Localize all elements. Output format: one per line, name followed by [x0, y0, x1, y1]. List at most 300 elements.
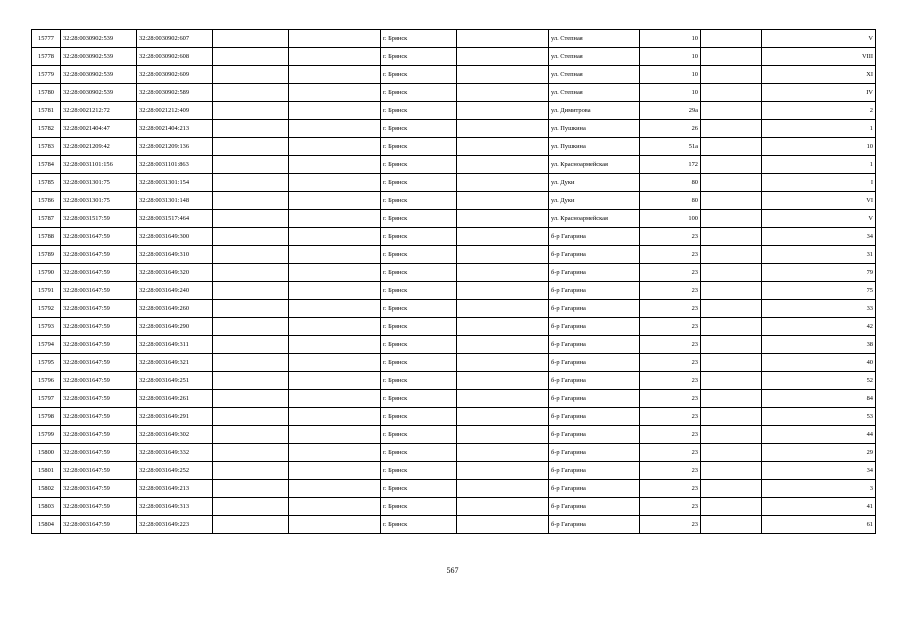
house-number-cell: 172 [640, 156, 701, 174]
empty-cell [213, 264, 289, 282]
flat-number-cell: I [762, 174, 876, 192]
house-number-cell: 23 [640, 462, 701, 480]
empty-cell [213, 84, 289, 102]
flat-number-cell: 2 [762, 102, 876, 120]
empty-cell [289, 390, 381, 408]
row-number-cell: 15790 [32, 264, 61, 282]
table-row [32, 228, 876, 246]
house-number-cell: 10 [640, 30, 701, 48]
street-cell: ул. Дуки [549, 174, 640, 192]
empty-cell [457, 192, 549, 210]
empty-cell [289, 462, 381, 480]
parcel-cadastral-number-cell: 32:28:0021212:72 [61, 102, 137, 120]
empty-cell [289, 516, 381, 534]
flat-number-cell: 53 [762, 408, 876, 426]
city-cell: г. Брянск [381, 498, 457, 516]
flat-number-cell: 31 [762, 246, 876, 264]
house-number-cell: 10 [640, 84, 701, 102]
parcel-cadastral-number-cell: 32:28:0030902:539 [61, 30, 137, 48]
object-cadastral-number-cell: 32:28:0021209:136 [137, 138, 213, 156]
house-number-cell: 23 [640, 516, 701, 534]
house-number-cell: 23 [640, 300, 701, 318]
empty-cell [289, 300, 381, 318]
object-cadastral-number-cell: 32:28:0030902:607 [137, 30, 213, 48]
empty-cell [213, 336, 289, 354]
table-row [32, 246, 876, 264]
empty-cell [213, 408, 289, 426]
object-cadastral-number-cell: 32:28:0031649:321 [137, 354, 213, 372]
parcel-cadastral-number-cell: 32:28:0031647:59 [61, 264, 137, 282]
parcel-cadastral-number-cell: 32:28:0031647:59 [61, 354, 137, 372]
empty-cell [457, 120, 549, 138]
street-cell: б-р Гагарина [549, 498, 640, 516]
city-cell: г. Брянск [381, 516, 457, 534]
object-cadastral-number-cell: 32:28:0021212:409 [137, 102, 213, 120]
parcel-cadastral-number-cell: 32:28:0031647:59 [61, 372, 137, 390]
empty-cell [213, 246, 289, 264]
empty-cell [701, 336, 762, 354]
table-row [32, 336, 876, 354]
city-cell: г. Брянск [381, 210, 457, 228]
empty-cell [213, 462, 289, 480]
empty-cell [213, 444, 289, 462]
flat-number-cell: 3 [762, 480, 876, 498]
empty-cell [457, 282, 549, 300]
object-cadastral-number-cell: 32:28:0031649:310 [137, 246, 213, 264]
parcel-cadastral-number-cell: 32:28:0031647:59 [61, 516, 137, 534]
street-cell: б-р Гагарина [549, 318, 640, 336]
object-cadastral-number-cell: 32:28:0031649:311 [137, 336, 213, 354]
row-number-cell: 15799 [32, 426, 61, 444]
street-cell: б-р Гагарина [549, 336, 640, 354]
empty-cell [701, 264, 762, 282]
parcel-cadastral-number-cell: 32:28:0031517:59 [61, 210, 137, 228]
empty-cell [457, 318, 549, 336]
empty-cell [289, 120, 381, 138]
object-cadastral-number-cell: 32:28:0031649:291 [137, 408, 213, 426]
empty-cell [289, 84, 381, 102]
empty-cell [457, 498, 549, 516]
empty-cell [457, 408, 549, 426]
house-number-cell: 100 [640, 210, 701, 228]
empty-cell [701, 354, 762, 372]
house-number-cell: 80 [640, 174, 701, 192]
street-cell: б-р Гагарина [549, 462, 640, 480]
empty-cell [701, 156, 762, 174]
empty-cell [701, 138, 762, 156]
empty-cell [213, 372, 289, 390]
empty-cell [701, 120, 762, 138]
row-number-cell: 15781 [32, 102, 61, 120]
empty-cell [457, 66, 549, 84]
empty-cell [289, 156, 381, 174]
empty-cell [701, 192, 762, 210]
table-row [32, 48, 876, 66]
city-cell: г. Брянск [381, 174, 457, 192]
flat-number-cell: 33 [762, 300, 876, 318]
flat-number-cell: 34 [762, 462, 876, 480]
city-cell: г. Брянск [381, 372, 457, 390]
empty-cell [213, 318, 289, 336]
row-number-cell: 15796 [32, 372, 61, 390]
parcel-cadastral-number-cell: 32:28:0031301:75 [61, 192, 137, 210]
row-number-cell: 15793 [32, 318, 61, 336]
empty-cell [457, 300, 549, 318]
street-cell: б-р Гагарина [549, 354, 640, 372]
object-cadastral-number-cell: 32:28:0031649:302 [137, 426, 213, 444]
empty-cell [289, 372, 381, 390]
city-cell: г. Брянск [381, 66, 457, 84]
parcel-cadastral-number-cell: 32:28:0031647:59 [61, 390, 137, 408]
city-cell: г. Брянск [381, 228, 457, 246]
empty-cell [289, 336, 381, 354]
empty-cell [701, 390, 762, 408]
house-number-cell: 23 [640, 354, 701, 372]
street-cell: ул. Степная [549, 66, 640, 84]
flat-number-cell: 42 [762, 318, 876, 336]
flat-number-cell: VI [762, 192, 876, 210]
empty-cell [701, 174, 762, 192]
empty-cell [289, 246, 381, 264]
registry-table-body [32, 30, 876, 534]
row-number-cell: 15779 [32, 66, 61, 84]
object-cadastral-number-cell: 32:28:0031649:252 [137, 462, 213, 480]
parcel-cadastral-number-cell: 32:28:0021404:47 [61, 120, 137, 138]
city-cell: г. Брянск [381, 462, 457, 480]
parcel-cadastral-number-cell: 32:28:0031101:156 [61, 156, 137, 174]
object-cadastral-number-cell: 32:28:0031649:223 [137, 516, 213, 534]
city-cell: г. Брянск [381, 282, 457, 300]
city-cell: г. Брянск [381, 264, 457, 282]
row-number-cell: 15778 [32, 48, 61, 66]
street-cell: б-р Гагарина [549, 444, 640, 462]
parcel-cadastral-number-cell: 32:28:0030902:539 [61, 66, 137, 84]
row-number-cell: 15800 [32, 444, 61, 462]
empty-cell [701, 408, 762, 426]
table-row [32, 138, 876, 156]
house-number-cell: 80 [640, 192, 701, 210]
table-row [32, 390, 876, 408]
row-number-cell: 15803 [32, 498, 61, 516]
empty-cell [701, 282, 762, 300]
row-number-cell: 15794 [32, 336, 61, 354]
table-row [32, 156, 876, 174]
table-row [32, 444, 876, 462]
street-cell: б-р Гагарина [549, 282, 640, 300]
empty-cell [289, 30, 381, 48]
row-number-cell: 15804 [32, 516, 61, 534]
house-number-cell: 51а [640, 138, 701, 156]
empty-cell [457, 444, 549, 462]
flat-number-cell: V [762, 30, 876, 48]
house-number-cell: 10 [640, 66, 701, 84]
object-cadastral-number-cell: 32:28:0030902:589 [137, 84, 213, 102]
flat-number-cell: 29 [762, 444, 876, 462]
parcel-cadastral-number-cell: 32:28:0031647:59 [61, 336, 137, 354]
street-cell: б-р Гагарина [549, 228, 640, 246]
house-number-cell: 23 [640, 228, 701, 246]
row-number-cell: 15795 [32, 354, 61, 372]
table-row [32, 300, 876, 318]
empty-cell [457, 48, 549, 66]
street-cell: ул. Дуки [549, 192, 640, 210]
street-cell: б-р Гагарина [549, 246, 640, 264]
city-cell: г. Брянск [381, 444, 457, 462]
flat-number-cell: 1 [762, 156, 876, 174]
street-cell: б-р Гагарина [549, 480, 640, 498]
house-number-cell: 23 [640, 426, 701, 444]
empty-cell [289, 318, 381, 336]
house-number-cell: 26 [640, 120, 701, 138]
flat-number-cell: IV [762, 84, 876, 102]
street-cell: б-р Гагарина [549, 426, 640, 444]
street-cell: ул. Красноармейская [549, 156, 640, 174]
empty-cell [701, 516, 762, 534]
row-number-cell: 15801 [32, 462, 61, 480]
object-cadastral-number-cell: 32:28:0030902:608 [137, 48, 213, 66]
flat-number-cell: 75 [762, 282, 876, 300]
empty-cell [457, 264, 549, 282]
object-cadastral-number-cell: 32:28:0031301:148 [137, 192, 213, 210]
parcel-cadastral-number-cell: 32:28:0031647:59 [61, 300, 137, 318]
parcel-cadastral-number-cell: 32:28:0031301:75 [61, 174, 137, 192]
empty-cell [213, 228, 289, 246]
parcel-cadastral-number-cell: 32:28:0030902:539 [61, 48, 137, 66]
empty-cell [289, 66, 381, 84]
table-row [32, 354, 876, 372]
empty-cell [213, 354, 289, 372]
parcel-cadastral-number-cell: 32:28:0031647:59 [61, 426, 137, 444]
empty-cell [457, 102, 549, 120]
empty-cell [701, 498, 762, 516]
table-row [32, 516, 876, 534]
empty-cell [213, 300, 289, 318]
table-row [32, 120, 876, 138]
table-row [32, 264, 876, 282]
row-number-cell: 15788 [32, 228, 61, 246]
table-row [32, 210, 876, 228]
city-cell: г. Брянск [381, 390, 457, 408]
empty-cell [213, 516, 289, 534]
city-cell: г. Брянск [381, 246, 457, 264]
house-number-cell: 23 [640, 408, 701, 426]
table-row [32, 84, 876, 102]
city-cell: г. Брянск [381, 408, 457, 426]
flat-number-cell: 79 [762, 264, 876, 282]
flat-number-cell: 10 [762, 138, 876, 156]
empty-cell [289, 228, 381, 246]
street-cell: б-р Гагарина [549, 300, 640, 318]
flat-number-cell: 40 [762, 354, 876, 372]
object-cadastral-number-cell: 32:28:0031649:251 [137, 372, 213, 390]
city-cell: г. Брянск [381, 426, 457, 444]
parcel-cadastral-number-cell: 32:28:0031647:59 [61, 318, 137, 336]
empty-cell [213, 426, 289, 444]
street-cell: б-р Гагарина [549, 372, 640, 390]
street-cell: ул. Степная [549, 48, 640, 66]
empty-cell [289, 192, 381, 210]
empty-cell [289, 102, 381, 120]
object-cadastral-number-cell: 32:28:0031301:154 [137, 174, 213, 192]
empty-cell [213, 138, 289, 156]
empty-cell [701, 48, 762, 66]
table-row [32, 66, 876, 84]
city-cell: г. Брянск [381, 318, 457, 336]
city-cell: г. Брянск [381, 192, 457, 210]
empty-cell [457, 210, 549, 228]
row-number-cell: 15797 [32, 390, 61, 408]
street-cell: ул. Пушкина [549, 138, 640, 156]
flat-number-cell: 44 [762, 426, 876, 444]
table-row [32, 462, 876, 480]
empty-cell [457, 354, 549, 372]
object-cadastral-number-cell: 32:28:0031649:240 [137, 282, 213, 300]
empty-cell [213, 102, 289, 120]
row-number-cell: 15785 [32, 174, 61, 192]
row-number-cell: 15791 [32, 282, 61, 300]
city-cell: г. Брянск [381, 120, 457, 138]
parcel-cadastral-number-cell: 32:28:0031647:59 [61, 408, 137, 426]
table-row [32, 480, 876, 498]
row-number-cell: 15783 [32, 138, 61, 156]
object-cadastral-number-cell: 32:28:0031649:260 [137, 300, 213, 318]
empty-cell [701, 246, 762, 264]
empty-cell [213, 282, 289, 300]
object-cadastral-number-cell: 32:28:0031649:213 [137, 480, 213, 498]
empty-cell [457, 174, 549, 192]
house-number-cell: 23 [640, 498, 701, 516]
object-cadastral-number-cell: 32:28:0031649:290 [137, 318, 213, 336]
parcel-cadastral-number-cell: 32:28:0031647:59 [61, 462, 137, 480]
house-number-cell: 23 [640, 390, 701, 408]
flat-number-cell: 34 [762, 228, 876, 246]
page-number: 567 [446, 566, 459, 575]
empty-cell [213, 120, 289, 138]
house-number-cell: 23 [640, 318, 701, 336]
empty-cell [701, 102, 762, 120]
city-cell: г. Брянск [381, 354, 457, 372]
empty-cell [289, 426, 381, 444]
street-cell: ул. Степная [549, 30, 640, 48]
empty-cell [213, 498, 289, 516]
flat-number-cell: 52 [762, 372, 876, 390]
empty-cell [213, 30, 289, 48]
empty-cell [701, 300, 762, 318]
city-cell: г. Брянск [381, 300, 457, 318]
empty-cell [289, 354, 381, 372]
city-cell: г. Брянск [381, 156, 457, 174]
empty-cell [213, 48, 289, 66]
object-cadastral-number-cell: 32:28:0030902:609 [137, 66, 213, 84]
object-cadastral-number-cell: 32:28:0031649:313 [137, 498, 213, 516]
row-number-cell: 15784 [32, 156, 61, 174]
empty-cell [457, 30, 549, 48]
empty-cell [457, 462, 549, 480]
row-number-cell: 15786 [32, 192, 61, 210]
empty-cell [701, 462, 762, 480]
empty-cell [701, 210, 762, 228]
empty-cell [213, 174, 289, 192]
empty-cell [457, 372, 549, 390]
table-row [32, 408, 876, 426]
parcel-cadastral-number-cell: 32:28:0031647:59 [61, 498, 137, 516]
parcel-cadastral-number-cell: 32:28:0031647:59 [61, 246, 137, 264]
empty-cell [457, 138, 549, 156]
row-number-cell: 15782 [32, 120, 61, 138]
object-cadastral-number-cell: 32:28:0031649:261 [137, 390, 213, 408]
row-number-cell: 15789 [32, 246, 61, 264]
empty-cell [457, 228, 549, 246]
empty-cell [289, 498, 381, 516]
empty-cell [213, 480, 289, 498]
city-cell: г. Брянск [381, 84, 457, 102]
empty-cell [289, 480, 381, 498]
street-cell: ул. Степная [549, 84, 640, 102]
empty-cell [701, 318, 762, 336]
street-cell: б-р Гагарина [549, 390, 640, 408]
empty-cell [701, 84, 762, 102]
table-row [32, 192, 876, 210]
empty-cell [289, 210, 381, 228]
city-cell: г. Брянск [381, 138, 457, 156]
house-number-cell: 23 [640, 372, 701, 390]
row-number-cell: 15798 [32, 408, 61, 426]
empty-cell [213, 156, 289, 174]
house-number-cell: 23 [640, 336, 701, 354]
table-row [32, 30, 876, 48]
table-row [32, 372, 876, 390]
city-cell: г. Брянск [381, 48, 457, 66]
row-number-cell: 15780 [32, 84, 61, 102]
empty-cell [457, 246, 549, 264]
house-number-cell: 23 [640, 444, 701, 462]
empty-cell [701, 372, 762, 390]
city-cell: г. Брянск [381, 336, 457, 354]
empty-cell [701, 66, 762, 84]
empty-cell [457, 426, 549, 444]
empty-cell [701, 444, 762, 462]
empty-cell [289, 264, 381, 282]
parcel-cadastral-number-cell: 32:28:0031647:59 [61, 444, 137, 462]
flat-number-cell: 1 [762, 120, 876, 138]
empty-cell [457, 156, 549, 174]
city-cell: г. Брянск [381, 30, 457, 48]
row-number-cell: 15802 [32, 480, 61, 498]
flat-number-cell: VIII [762, 48, 876, 66]
table-row [32, 282, 876, 300]
house-number-cell: 23 [640, 480, 701, 498]
parcel-cadastral-number-cell: 32:28:0021209:42 [61, 138, 137, 156]
empty-cell [213, 390, 289, 408]
table-row [32, 498, 876, 516]
flat-number-cell: 61 [762, 516, 876, 534]
row-number-cell: 15792 [32, 300, 61, 318]
parcel-cadastral-number-cell: 32:28:0031647:59 [61, 480, 137, 498]
empty-cell [289, 408, 381, 426]
city-cell: г. Брянск [381, 102, 457, 120]
empty-cell [457, 336, 549, 354]
row-number-cell: 15787 [32, 210, 61, 228]
empty-cell [701, 426, 762, 444]
empty-cell [701, 228, 762, 246]
house-number-cell: 10 [640, 48, 701, 66]
house-number-cell: 23 [640, 246, 701, 264]
empty-cell [457, 390, 549, 408]
object-cadastral-number-cell: 32:28:0031101:863 [137, 156, 213, 174]
flat-number-cell: XI [762, 66, 876, 84]
parcel-cadastral-number-cell: 32:28:0030902:539 [61, 84, 137, 102]
empty-cell [213, 66, 289, 84]
